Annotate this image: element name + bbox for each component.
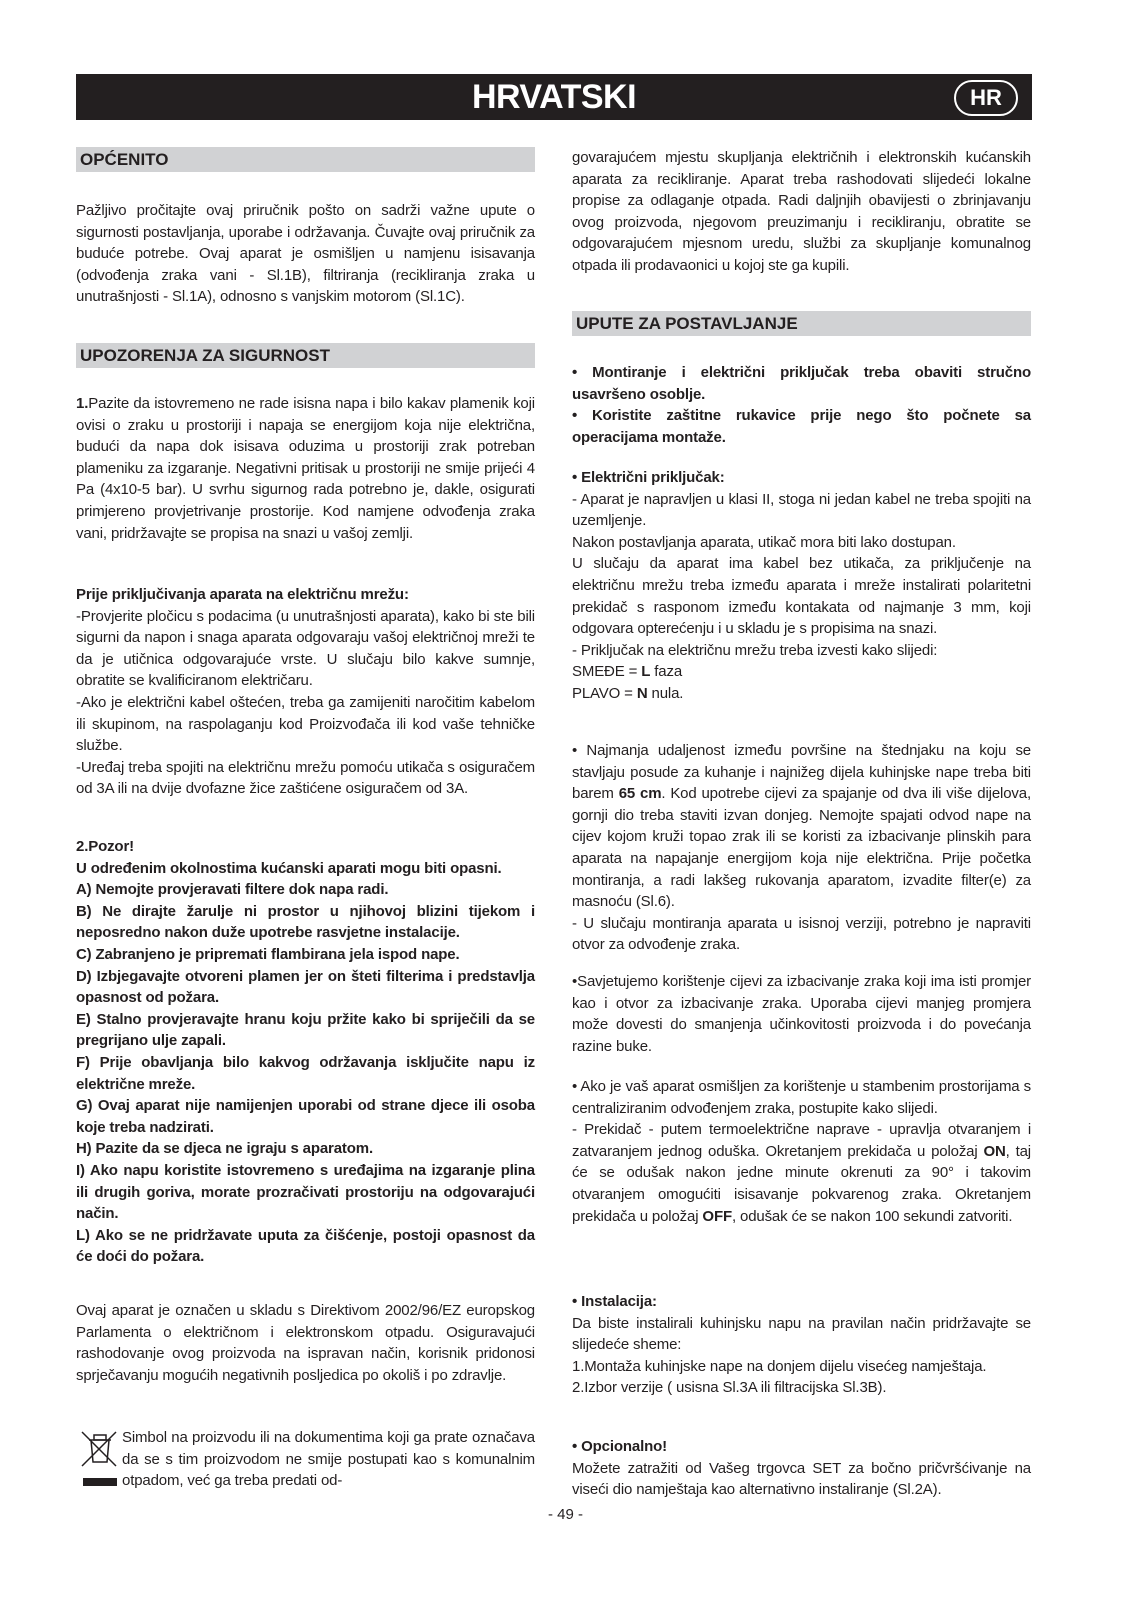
page-number: - 49 - — [547, 1506, 583, 1523]
electric-heading: • Električni priključak: — [572, 469, 725, 486]
distance-text — [572, 740, 1031, 913]
general-text: Pažljivo pročitajte ovaj priručnik pošto on sadrži važne upute o sigurnosti postavljanja, uporabe i održavanja. Čuvajte ovaj priručnik za buduće potrebe. Ovaj aparat je osmišljen u namjenu isisavanja (odvođenja zraka vani - Sl.1B), filtriranja (recikliranja zraka u unutrašnjosti - Sl.1A), odnosno s vanjskim motorom (Sl.1C). — [76, 202, 535, 306]
section-heading-general: OPĆENITO — [76, 147, 535, 172]
distance-block — [572, 740, 1031, 956]
language-banner — [76, 74, 1032, 120]
warning-item: G) Ovaj aparat nije namijenjen uporabi od strane djece ili osoba koje treba nadzirati. — [76, 1097, 535, 1136]
wire-name: nula. — [647, 684, 684, 702]
bold-bullet: • Koristite zaštitne rukavice prije nego što počnete sa operacijama montaže. — [572, 407, 1031, 446]
safety-item-1 — [76, 393, 535, 544]
wire-code: L — [641, 663, 651, 681]
wire-brown — [572, 661, 1031, 683]
warning-item: A) Nemojte provjeravati filtere dok napa radi. — [76, 881, 389, 899]
central-extraction-block — [572, 1076, 1031, 1227]
pipe-advice: •Savjetujemo korištenje cijevi za izbacivanje zraka koji ima isti promjer kao i otvor za izbacivanje zraka. Uporaba cijevi manjeg promjera može dovesti do smanjenja učinkovitosti proizvoda i do povećanja razine buke. — [572, 973, 1031, 1055]
warning-item: E) Stalno provjeravajte hranu koju pržite kako bi spriječili da se pregrijano ulje zapali. — [76, 1010, 535, 1050]
off-label: OFF — [702, 1207, 732, 1225]
warning-item: I) Ako napu koristite istovremeno s uređajima na izgaranje plina ili drugih goriva, morate prozračivati prostoriju na odgovarajući način. — [76, 1161, 535, 1223]
wire-code: N — [636, 684, 648, 702]
weee-directive-text: Ovaj aparat je označen u skladu s Direktivom 2002/96/EZ europskog Parlamenta o električnom i elektronskom otpadu. Osiguravajući rashodovanje ovog proizvoda na ispravan način, korisnik pridonosi sprječavanju mogućih negativnih posljedica po okoliš i po zdravlje. — [76, 1302, 535, 1384]
weee-bin-icon — [80, 1430, 120, 1492]
before-connection-heading: Prije priključivanja aparata na električnu mrežu: — [76, 586, 409, 603]
electric-connection-block — [572, 467, 1031, 705]
list-item: -Ako je električni kabel oštećen, treba ga zamijeniti naročitim kabelom ili skupinom, na raspolaganju kod Proizvođača ili kod vaše tehničke službe. — [76, 693, 535, 755]
warning-item: L) Ako se ne pridržavate uputa za čišćenje, postoji opasnost da će doći do požara. — [76, 1226, 535, 1266]
installation-heading: • Instalacija: — [572, 1293, 657, 1310]
section-heading-installation: UPUTE ZA POSTAVLJANJE — [572, 311, 1031, 336]
bold-bullet: • Montiranje i električni priključak treba obaviti stručno usavršeno osoblje. — [572, 364, 1031, 403]
text: - Prekidač - putem termoelektrične naprave - upravlja otvaranjem i zatvaranjem jednog oduška. Okretanjem prekidača u položaj — [572, 1121, 1031, 1160]
section-heading-safety: UPOZORENJA ZA SIGURNOST — [76, 343, 535, 368]
text: , odušak će se nakon 100 sekundi zatvoriti. — [731, 1207, 1013, 1225]
installation-intro: Da biste instalirali kuhinjsku napu na pravilan način pridržavajte se slijedeće sheme: — [572, 1314, 1031, 1354]
language-badge: HR — [954, 80, 1018, 116]
recycling-continuation: govarajućem mjestu skupljanja električnih i elektronskih kućanskih aparata za recikliranje. Aparat treba rashodovati slijedeći lokalne propise za odlaganje otpada. Radi daljnjih obavijesti o zbrinjavanju ovog proizvoda, njegovom preuzimanju i recikliranju, obratite se odgovarajućem mjesnom uredu, službi za skupljanje komunalnog otpada ili prodavaonici u kojoj ste ga kupili. — [572, 149, 1031, 274]
item-number: 1. — [76, 395, 89, 412]
list-item: -Uređaj treba spojiti na električnu mrežu pomoću utikača s osiguračem od 3A ili na dvije dvofazne žice zaštićene osiguračem od 3A. — [76, 758, 535, 798]
central-switch-text — [572, 1119, 1031, 1227]
wire-label: SMEĐE = — [572, 663, 642, 681]
before-connection-block — [76, 584, 535, 800]
optional-heading: • Opcionalno! — [572, 1438, 667, 1455]
warning-item: C) Zabranjeno je pripremati flambirana jela ispod nape. — [76, 945, 460, 963]
warning-item: D) Izbjegavajte otvoreni plamen jer on šteti filterima i predstavlja opasnost od požara. — [76, 967, 535, 1007]
installation-steps — [572, 1291, 1031, 1399]
warning-item: U određenim okolnostima kućanski aparati mogu biti opasni. — [76, 859, 502, 877]
distance-extra: - U slučaju montiranja aparata u isisnoj verziji, potrebno je napraviti otvor za odvođenje zraka. — [572, 914, 1031, 954]
warning-item: 2.Pozor! — [76, 838, 134, 855]
optional-text: Možete zatražiti od Vašeg trgovca SET za bočno pričvršćivanje na viseći dio namještaja kao alternativno instaliranje (Sl.2A). — [572, 1459, 1031, 1499]
list-item: Nakon postavljanja aparata, utikač mora biti lako dostupan. — [572, 533, 956, 551]
central-intro: • Ako je vaš aparat osmišljen za korištenje u stambenim prostorijama s centraliziranim odvođenjem zraka, postupite kako slijedi. — [572, 1078, 1031, 1117]
wire-blue — [572, 683, 1031, 705]
wire-name: faza — [650, 663, 683, 681]
page-title: HRVATSKI — [471, 78, 637, 116]
installation-step: 2.Izbor verzije ( usisna Sl.3A ili filtracijska Sl.3B). — [572, 1379, 887, 1397]
on-label: ON — [983, 1142, 1006, 1160]
wire-label: PLAVO = — [572, 684, 637, 702]
warning-item: B) Ne dirajte žarulje ni prostor u njihovoj blizini tijekom i neposredno nakon duže upotrebe rasvjetne instalacije. — [76, 902, 535, 942]
text: . Kod upotrebe cijevi za spajanje od dva ili više dijelova, gornji dio treba staviti izvan donjeg. Nemojte spajati odvod nape na cijev kojom kruži topao zrak ili se koristi za izbacivanje plinskih para aparata na napajanje energijom koja nije električna. Prije početka montiranja, a radi lakšeg rukovanja aparatom, izvadite filter(e) za masnoću (Sl.6). — [572, 785, 1031, 911]
item-text: Pazite da istovremeno ne rade isisna napa i bilo kakav plamenik koji ovisi o zraku u prostoriji i napaja se energijom koja nije električna, budući da napa dok isisava oduzima u prostoriji zrak potreban plameniku za izgaranje. Negativni pritisak u prostoriji ne smije prijeći 4 Pa (4x10-5 bar). U svrhu sigurnog rada potrebno je, dakle, osigurati primjereno provjetrivanje prostorije. Kod namjene odvođenja zraka vani, pridržavajte se propisa na snazi u vašoj zemlji. — [76, 395, 535, 542]
optional-block — [572, 1436, 1031, 1501]
list-item: -Provjerite pločicu s podacima (u unutrašnjosti aparata), kako bi ste bili sigurni da napon i snaga aparata odgovaraju vašoj električnoj mreži te da je utičnica odgovarajuće vrste. U slučaju bilo kakve sumnje, obratite se kvalificiranom električaru. — [76, 607, 535, 690]
warning-item: H) Pazite da se djeca ne igraju s aparatom. — [76, 1140, 373, 1158]
text: , taj će se odušak nakon jedne minute okrenuti za 90° i takovim otvaranjem omogućiti isisavanje pokvarenog zraka. Okretanjem prekidača u položaj — [572, 1142, 1031, 1225]
warning-list — [76, 836, 535, 1268]
list-item: - Priključak na električnu mrežu treba izvesti kako slijedi: — [572, 641, 938, 659]
list-item: U slučaju da aparat ima kabel bez utikača, za priključenje na električnu mrežu treba između aparata i mreže instalirati polaritetni prekidač s rasponom između kontakata od najmanje 3 mm, koji odgovara opterećenju i u skladu je s propisima na snazi. — [572, 555, 1031, 638]
distance-value: 65 cm — [618, 785, 662, 803]
list-item: - Aparat je napravljen u klasi II, stoga ni jedan kabel ne treba spojiti na uzemljenje. — [572, 490, 1031, 530]
installation-notes — [572, 362, 1031, 448]
warning-item: F) Prije obavljanja bilo kakvog održavanja isključite napu iz električne mreže. — [76, 1053, 535, 1093]
text: • Najmanja udaljenost između površine na štednjaku na koju se stavljaju posude za kuhanje i najnižeg dijela kuhinjske nape treba biti barem — [572, 742, 1031, 803]
installation-step: 1.Montaža kuhinjske nape na donjem dijelu visećeg namještaja. — [572, 1357, 987, 1375]
weee-symbol-text: Simbol na proizvodu ili na dokumentima koji ga prate označava da se s tim proizvodom ne smije postupati kao s komunalnim otpadom, već ga treba predati od- — [122, 1429, 535, 1490]
